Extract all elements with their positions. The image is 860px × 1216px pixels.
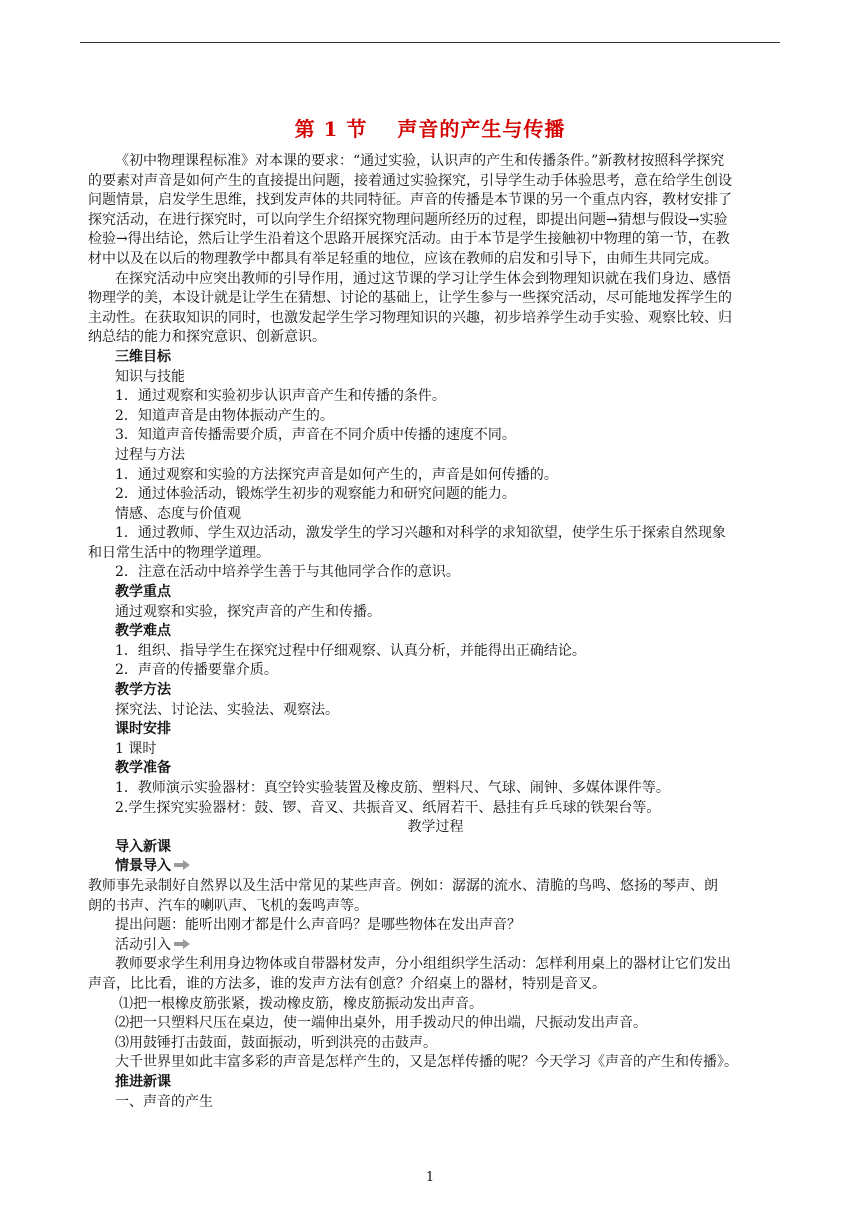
list-item: 1．通过教师、学生双边活动，激发学生的学习兴趣和对科学的求知欲望，使学生乐于探索自然现象 [115,525,726,542]
arrow-right-icon [174,860,190,870]
knowledge-heading: 知识与技能 [115,368,185,385]
text-line: 问题情景，启发学生思维，找到发声体的共同特征。声音的传播是本节课的另一个重点内容，教材安排了 [88,192,732,209]
title-text: 声音的产生与传播 [397,117,566,141]
list-item: 2．知道声音是由物体振动产生的。 [115,407,334,424]
closing-text: 大千世界里如此丰富多彩的声音是怎样产生的，又是怎样传播的呢？今天学习《声音的产生和传播》。 [115,1054,738,1071]
prep-heading: 教学准备 [115,760,171,777]
text-line: 朗的书声、汽车的喇叭声、飞机的轰鸣声等。 [88,897,368,914]
list-item: 2.学生探究实验器材：鼓、锣、音叉、共振音叉、纸屑若干、悬挂有乒乓球的铁架台等。 [115,799,661,816]
text-line: 教师事先录制好自然界以及生活中常见的某些声音。例如：潺潺的流水、清脆的鸟鸣、悠扬的琴声、朗 [88,877,718,894]
text-line: 纳总结的能力和探究意识、创新意识。 [88,329,326,346]
scene-heading-row [88,857,783,877]
key-point-heading: 教学重点 [115,584,171,601]
text-line: 探究活动，在进行探究时，可以向学生介绍探究物理问题所经历的过程，即提出问题→猜想与假设→实验 [88,211,728,228]
design-paragraph [88,270,783,348]
method-text: 探究法、讨论法、实验法、观察法。 [115,701,339,718]
document-body [88,152,783,1112]
list-item: ⑶用鼓锤打击鼓面，鼓面振动，听到洪亮的击鼓声。 [115,1034,437,1051]
text-line: 检验→得出结论，然后让学生沿着这个思路开展探究活动。由于本节是学生接触初中物理的第一节，在教 [88,231,730,248]
list-item: ⑵把一只塑料尺压在桌边，使一端伸出桌外，用手拨动尺的伸出端，尺振动发出声音。 [115,1015,647,1032]
question-text: 提出问题：能听出刚才都是什么声音吗？是哪些物体在发出声音？ [115,917,521,934]
activity-heading: 活动引入 [115,936,171,953]
goals-heading: 三维目标 [115,348,171,365]
new-lesson-heading: 推进新课 [115,1073,171,1090]
list-item: 3．知道声音传播需要介质，声音在不同介质中传播的速度不同。 [115,427,516,444]
list-item-continued: 和日常生活中的物理学道理。 [88,544,270,561]
title-number: 第 1 节 [294,117,368,141]
list-item: 1．组织、指导学生在探究过程中仔细观察、认真分析，并能得出正确结论。 [115,642,586,659]
arrow-right-icon [174,939,190,949]
text-line: 物理学的美，本设计就是让学生在猜想、讨论的基础上，让学生参与一些探究活动，尽可能地发挥学生的 [88,290,732,307]
key-point-text: 通过观察和实验，探究声音的产生和传播。 [115,603,381,620]
text-line: 声音，比比看，谁的方法多，谁的发声方法有创意？介绍桌上的器材，特别是音叉。 [88,975,606,992]
schedule-heading: 课时安排 [115,721,171,738]
text-line: 在探究活动中应突出教师的引导作用，通过这节课的学习让学生体会到物理知识就在我们身边、感悟 [115,270,731,287]
scene-heading: 情景导入 [115,858,171,875]
emotion-heading: 情感、态度与价值观 [115,505,241,522]
schedule-text: 1 课时 [115,740,157,757]
text-line: 《初中物理课程标准》对本课的要求：“通过实验，认识声的产生和传播条件。”新教材按照科学探究 [115,153,725,169]
list-item: 1．教师演示实验器材：真空铃实验装置及橡皮筋、塑料尺、气球、闹钟、多媒体课件等。 [115,780,670,796]
text-line: 的要素对声音是如何产生的直接提出问题，接着通过实验探究，引导学生动手体验思考，意在给学生创设 [88,172,732,189]
list-item: 1．通过观察和实验初步认识声音产生和传播的条件。 [115,388,446,405]
header-rule [80,42,780,43]
list-item: ⑴把一根橡皮筋张紧，拨动橡皮筋，橡皮筋振动发出声音。 [119,995,483,1012]
intro-heading: 导入新课 [115,838,171,855]
text-line: 教师要求学生利用身边物体或自带器材发声，分小组组织学生活动：怎样利用桌上的器材让它们发出 [115,956,731,973]
page-number: 1 [425,1170,435,1185]
section-heading: 一、声音的产生 [115,1093,213,1110]
list-item: 2．注意在活动中培养学生善于与其他同学合作的意识。 [115,564,460,581]
text-line: 材中以及在以后的物理教学中都具有举足轻重的地位，应该在教师的启发和引导下，由师生共同完成。 [88,250,718,267]
list-item: 2．声音的传播要靠介质。 [115,662,278,679]
process-method-heading: 过程与方法 [115,446,185,463]
intro-paragraph [88,152,783,270]
list-item: 1．通过观察和实验的方法探究声音是如何产生的，声音是如何传播的。 [115,466,558,483]
page-title [0,113,860,142]
list-item: 2．通过体验活动，锻炼学生初步的观察能力和研究问题的能力。 [115,486,516,503]
method-heading: 教学方法 [115,682,171,699]
process-heading: 教学过程 [407,819,464,836]
text-line: 主动性。在获取知识的同时，也激发起学生学习物理知识的兴趣，初步培养学生动手实验、观察比较、归 [88,309,732,326]
difficulty-heading: 教学难点 [115,623,171,640]
activity-heading-row [88,936,783,956]
